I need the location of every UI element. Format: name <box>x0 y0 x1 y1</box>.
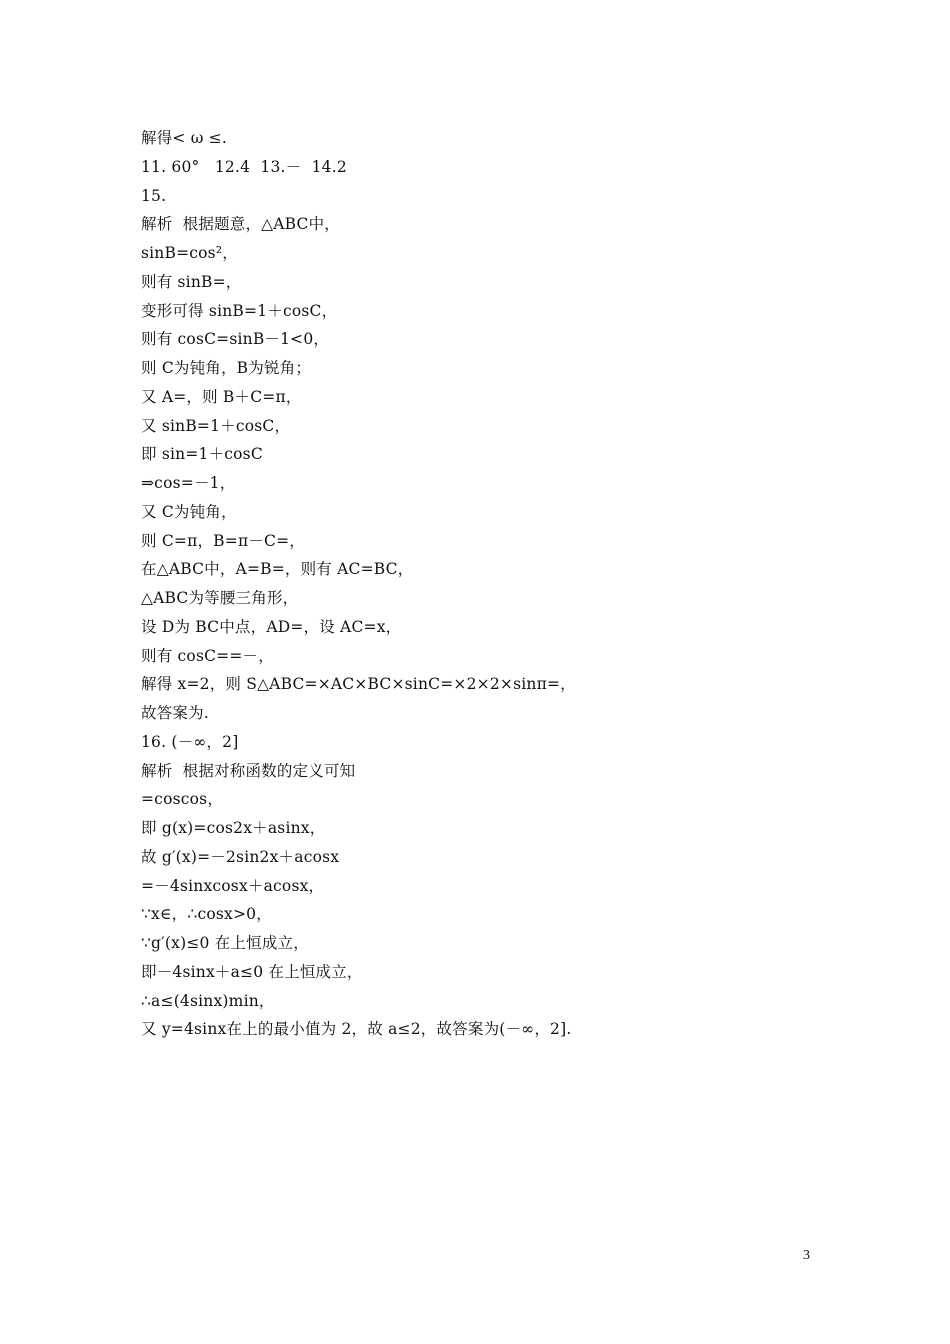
text-line: ∵x∈，∴cosx>0， <box>141 905 272 924</box>
text-line: 则有 cosC==－， <box>141 646 274 665</box>
text-line: 故答案为. <box>141 704 209 722</box>
text-line: 15. <box>141 186 167 205</box>
text-line: =－4sinxcosx＋acosx， <box>141 876 325 895</box>
text-line: sinB=cos²， <box>141 244 238 262</box>
text-line: 解得 x=2，则 S△ABC=×AC×BC×sinC=×2×2×sinπ=， <box>141 675 576 694</box>
text-line: 又 sinB=1＋cosC， <box>141 416 291 435</box>
text-line: 即－4sinx＋a≤0 在上恒成立， <box>141 962 363 981</box>
answer-text-block <box>141 124 821 1044</box>
text-line: 即 g(x)=cos2x＋asinx， <box>141 819 326 837</box>
text-line: 则有 sinB=， <box>141 272 242 291</box>
text-line: 即 sin=1＋cosC <box>141 445 263 464</box>
text-line: 设 D为 BC中点，AD=，设 AC=x， <box>141 617 402 636</box>
text-line: 又 C为钝角， <box>141 502 237 521</box>
text-line: 11. 60° 12.4 13.－ 14.2 <box>141 157 347 176</box>
text-line: 解得< ω ≤. <box>141 129 227 147</box>
text-line: 又 A=，则 B＋C=π， <box>141 387 302 406</box>
text-line: 解析 根据对称函数的定义可知 <box>141 761 356 780</box>
page-number: 3 <box>803 1248 810 1263</box>
text-line: 变形可得 sinB=1＋cosC， <box>141 301 338 320</box>
text-line: =coscos， <box>141 790 224 809</box>
text-line: ∵g′(x)≤0 在上恒成立， <box>141 934 309 952</box>
text-line: 则 C为钝角，B为锐角； <box>141 359 312 377</box>
text-line: 16. (－∞，2] <box>141 732 239 751</box>
text-line: △ABC为等腰三角形， <box>141 589 299 607</box>
text-line: 故 g′(x)=－2sin2x＋acosx <box>141 847 340 866</box>
text-line: 解析 根据题意，△ABC中， <box>141 215 341 234</box>
text-line: 则 C=π，B=π－C=， <box>141 531 305 550</box>
text-line: 在△ABC中，A=B=，则有 AC=BC， <box>141 560 414 579</box>
text-line: ∴a≤(4sinx)min， <box>141 991 275 1010</box>
text-line: 则有 cosC=sinB－1<0， <box>141 330 330 349</box>
text-line: 又 y=4sinx在上的最小值为 2，故 a≤2，故答案为(－∞，2]. <box>141 1020 572 1039</box>
text-line: ⇒cos=－1， <box>141 474 236 492</box>
